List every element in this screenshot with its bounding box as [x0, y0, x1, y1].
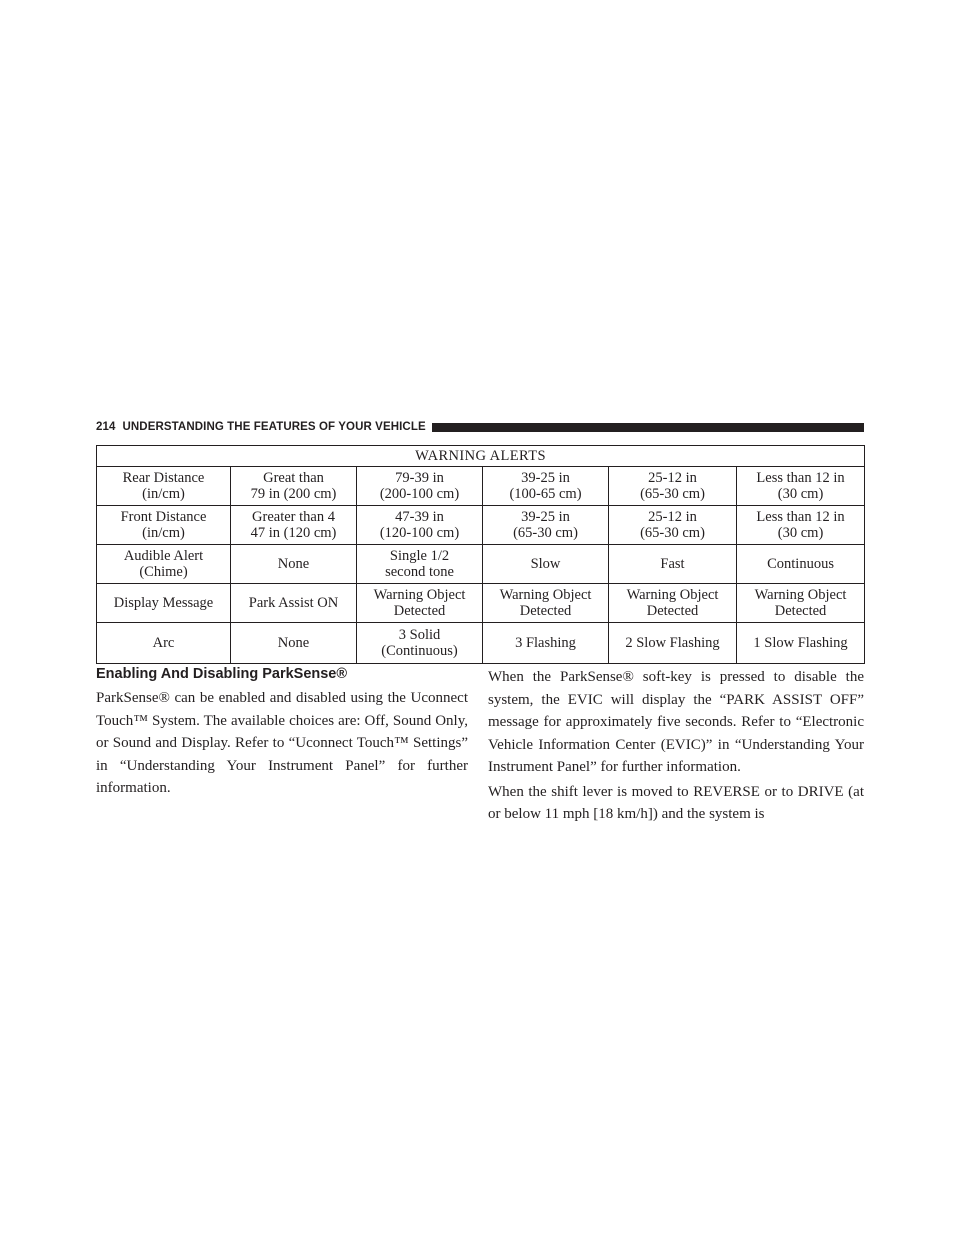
row-header-front-distance [97, 506, 231, 545]
table-cell [483, 506, 609, 545]
cell-text: Warning Object Detected [373, 587, 466, 619]
row-header-display-message [97, 584, 231, 623]
cell-text: 1 Slow Flashing [753, 635, 848, 651]
header-rule [432, 423, 864, 432]
table-cell [483, 545, 609, 584]
cell-text: Warning Object Detected [626, 587, 719, 619]
table-cell [231, 506, 357, 545]
paragraph-shift-lever: When the shift lever is moved to REVERSE or to DRIVE (at or below 11 mph [18 km/h]) and the system is [488, 783, 864, 822]
table-cell [737, 467, 865, 506]
cell-text: Continuous [767, 556, 834, 572]
table-cell [737, 506, 865, 545]
table-cell [483, 584, 609, 623]
cell-text: Greater than 4 47 in (120 cm) [250, 509, 337, 541]
table-cell [737, 623, 865, 664]
table-cell: Arc [152, 635, 175, 651]
table-cell [357, 506, 483, 545]
table-row [97, 506, 865, 545]
cell-text: 25-12 in (65-30 cm) [640, 470, 705, 502]
cell-text: None [277, 556, 310, 572]
cell-text: 3 Solid (Continuous) [381, 627, 458, 659]
cell-text: Fast [660, 556, 685, 572]
table-cell [737, 584, 865, 623]
cell-text: Park Assist ON [248, 595, 339, 611]
row-header-arc [97, 623, 231, 664]
cell-text: 39-25 in (100-65 cm) [509, 470, 582, 502]
paragraph-enable-disable: ParkSense® can be enabled and disabled using the Uconnect Touch™ System. The available choices are: Off, Sound Only, or Sound and Display. Refer to “Uconnect Touch™ Settings” in “Understanding Your Instrument Panel” for further information. [96, 690, 468, 796]
table-cell: Rear Distance (in/cm) [122, 470, 205, 502]
table-cell [357, 584, 483, 623]
cell-text: Great than 79 in (200 cm) [250, 470, 337, 502]
cell-text: Slow [530, 556, 561, 572]
section-title: UNDERSTANDING THE FEATURES OF YOUR VEHICLE [122, 421, 426, 433]
left-column [96, 664, 468, 800]
page-number: 214 [96, 421, 116, 433]
table-cell [357, 545, 483, 584]
cell-text: Warning Object Detected [754, 587, 847, 619]
table-row [97, 467, 865, 506]
row-header-rear-distance [97, 467, 231, 506]
cell-text: 25-12 in (65-30 cm) [640, 509, 705, 541]
table-cell: Display Message [113, 595, 214, 611]
right-column [488, 664, 864, 826]
table-cell [609, 467, 737, 506]
table-cell [737, 545, 865, 584]
cell-text: 2 Slow Flashing [625, 635, 720, 651]
page-header [96, 418, 864, 436]
table-cell [231, 584, 357, 623]
cell-text: Less than 12 in (30 cm) [756, 509, 845, 541]
section-heading: Enabling And Disabling ParkSense® [96, 666, 348, 682]
cell-text: 3 Flashing [515, 635, 576, 651]
warning-alerts-table [96, 445, 865, 664]
table-cell [231, 545, 357, 584]
table-row [97, 584, 865, 623]
cell-text: 39-25 in (65-30 cm) [513, 509, 578, 541]
cell-text: Warning Object Detected [499, 587, 592, 619]
table-row [97, 545, 865, 584]
table-row [97, 623, 865, 664]
table-cell: Audible Alert (Chime) [123, 548, 204, 580]
table-cell [357, 467, 483, 506]
cell-text: Single 1/2 second tone [385, 548, 454, 580]
table-cell [609, 545, 737, 584]
table-cell [357, 623, 483, 664]
table-cell [609, 506, 737, 545]
table-cell [483, 467, 609, 506]
cell-text: Less than 12 in (30 cm) [756, 470, 845, 502]
table-cell [609, 584, 737, 623]
table-cell [483, 623, 609, 664]
table-cell [231, 623, 357, 664]
table-cell [231, 467, 357, 506]
table-cell [609, 623, 737, 664]
cell-text: None [277, 635, 310, 651]
table-cell: Front Distance (in/cm) [120, 509, 207, 541]
cell-text: 47-39 in (120-100 cm) [379, 509, 460, 541]
cell-text: 79-39 in (200-100 cm) [379, 470, 460, 502]
row-header-audible-alert [97, 545, 231, 584]
paragraph-softkey: When the ParkSense® soft-key is pressed to disable the system, the EVIC will display the “PARK ASSIST OFF” message for approximately five seconds. Refer to “Electronic Vehicle Information Center (EVIC)” in “Understanding Your Instrument Panel” for further information. [488, 669, 864, 775]
table-title: WARNING ALERTS [97, 446, 865, 467]
